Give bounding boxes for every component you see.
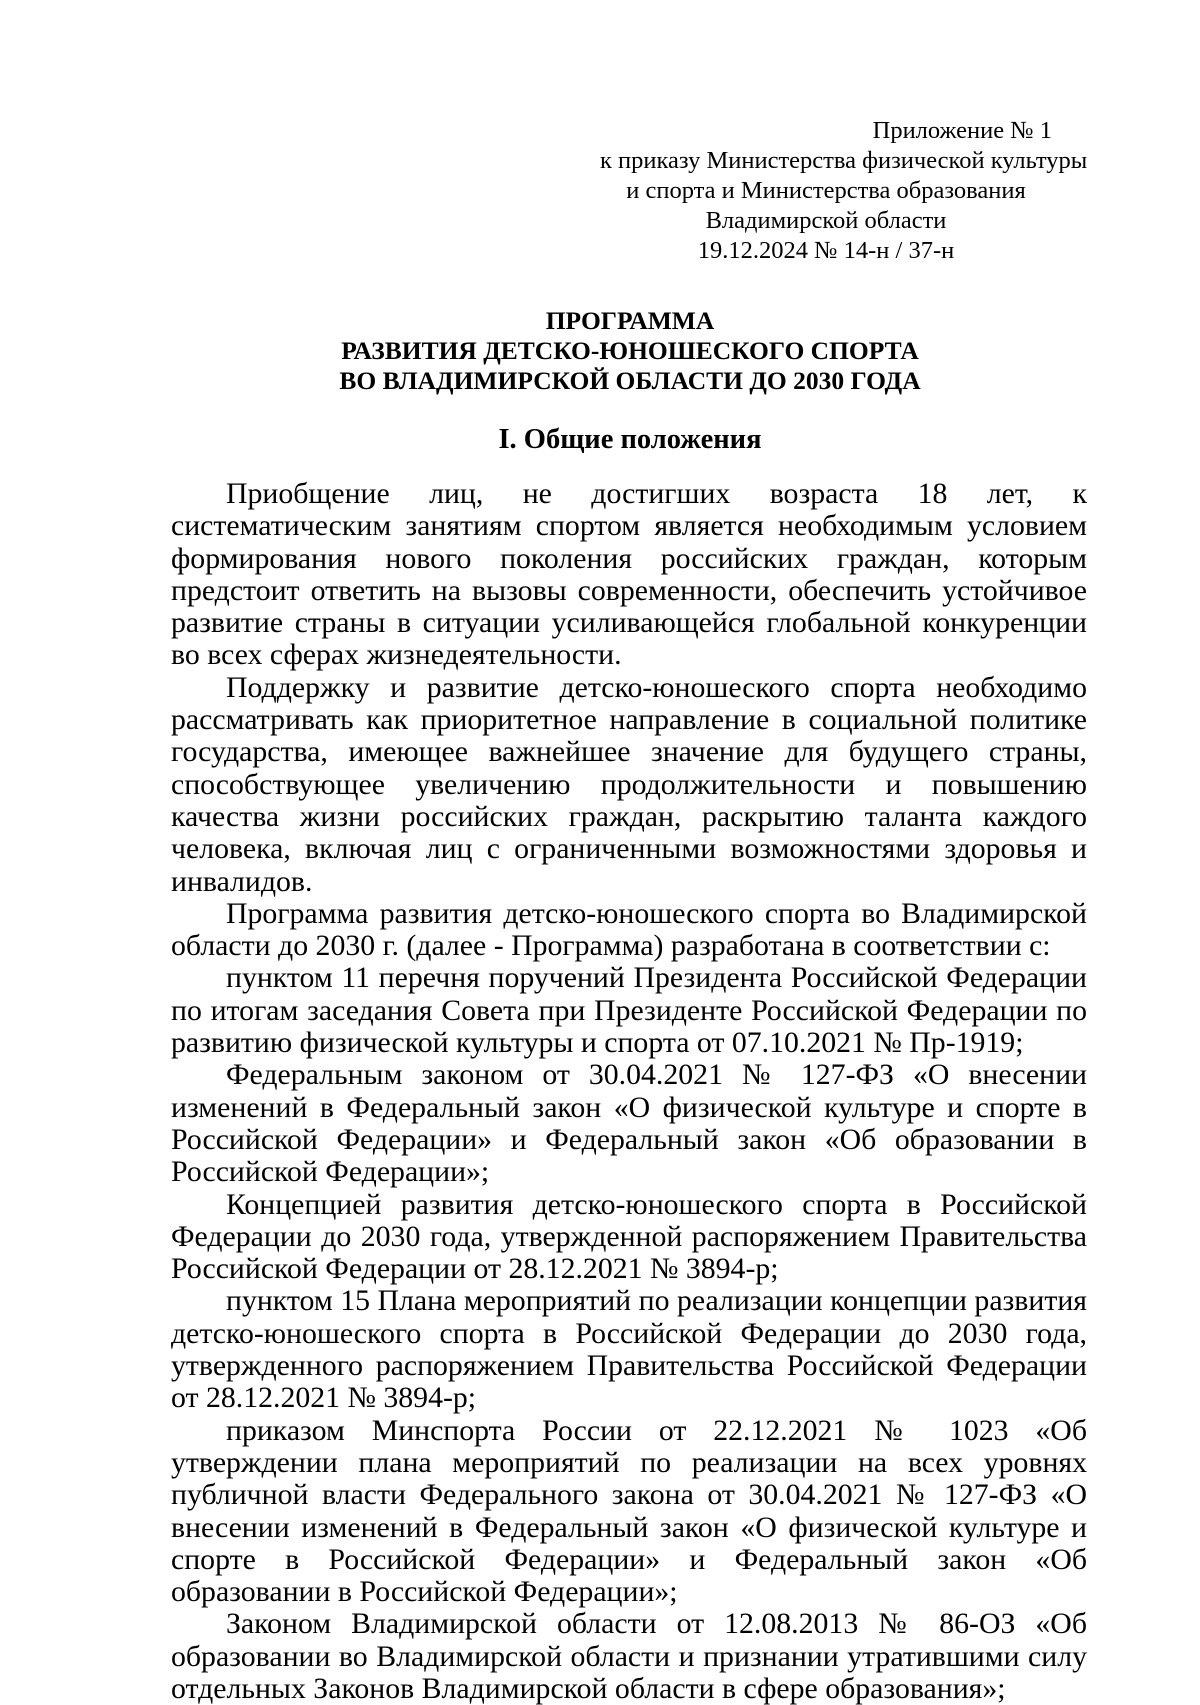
body-text (171, 478, 1087, 1705)
appendix-order-date: 19.12.2024 № 14-н / 37-н (697, 237, 955, 264)
section-heading: I. Общие положения (498, 424, 762, 455)
paragraph: Программа развития детско-юношеского спорта во Владимирской области до 2030 г. (далее - Программа) разработана в соответствии с: (171, 896, 1087, 963)
paragraph: Федеральным законом от 30.04.2021 № 127-ФЗ «О внесении изменений в Федеральный закон «О физической культуре и спорте в Российской Федерации» и Федеральный закон «Об образовании в Российской Федерации»; (171, 1058, 1087, 1189)
paragraph: Концепцией развития детско-юношеского спорта в Российской Федерации до 2030 года, утвержденной распоряжением Правительства Российской Федерации от 28.12.2021 № 3894-р; (171, 1187, 1087, 1286)
appendix-order-line: к приказу Министерства физической культуры (600, 147, 1088, 174)
paragraph: Поддержку и развитие детско-юношеского спорта необходимо рассматривать как приоритетное направление в социальной политике государства, имеющее важнейшее значение для будущего страны, способствующее увеличению продолжительности и повышению качества жизни российских граждан, раскрытию таланта каждого человека, включая лиц с ограниченными возможностями здоровья и инвалидов. (171, 670, 1087, 898)
appendix-order-line: Владимирской области (705, 207, 947, 234)
document-title (170, 306, 1090, 396)
title-line: РАЗВИТИЯ ДЕТСКО-ЮНОШЕСКОГО СПОРТА (341, 336, 919, 365)
appendix-order-line: и спорта и Министерства образования (626, 177, 1026, 204)
title-line: ПРОГРАММА (545, 306, 715, 335)
paragraph: Приобщение лиц, не достигших возраста 18 лет, к систематическим занятиям спортом является необходимым условием формирования нового поколения российских граждан, которым предстоит ответить на вызовы современности, обеспечить устойчивое развитие страны в ситуации усиливающейся глобальной конкуренции во всех сферах жизнедеятельности. (171, 477, 1087, 672)
paragraph: пунктом 15 Плана мероприятий по реализации концепции развития детско-юношеского спорта в Российской Федерации до 2030 года, утвержденного распоряжением Правительства Российской Федерации от 28.12.2021 № 3894-р; (171, 1284, 1087, 1415)
paragraph: приказом Минспорта России от 22.12.2021 № 1023 «Об утверждении плана мероприятий по реализации на всех уровнях публичной власти Федерального закона от 30.04.2021 № 127-ФЗ «О внесении изменений в Федеральный закон «О физической культуре и спорте в Российской Федерации» и Федеральный закон «Об образовании в Российской Федерации»; (171, 1413, 1087, 1609)
appendix-block (580, 116, 1180, 266)
paragraph: пунктом 11 перечня поручений Президента Российской Федерации по итогам заседания Совета при Президенте Российской Федерации по развитию физической культуры и спорта от 07.10.2021 № Пр-1919; (171, 961, 1087, 1060)
title-line: ВО ВЛАДИМИРСКОЙ ОБЛАСТИ ДО 2030 ГОДА (339, 366, 921, 395)
paragraph: Законом Владимирской области от 12.08.2013 № 86-ОЗ «Об образовании во Владимирской области и признании утратившими силу отдельных Законов Владимирской области в сфере образования»; (171, 1607, 1087, 1705)
appendix-number: Приложение № 1 (872, 117, 1052, 144)
